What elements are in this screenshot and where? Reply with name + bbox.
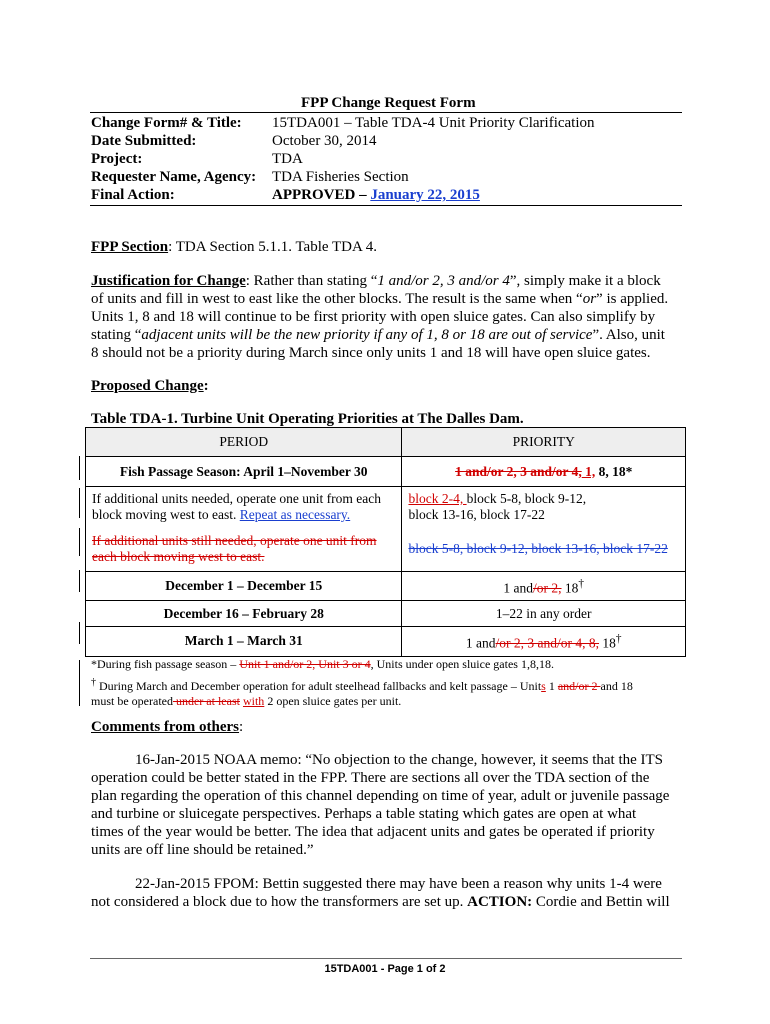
comment-line: operation could be better stated in the FPP. There are sections all over the TDA section of the — [91, 770, 650, 786]
table-row — [86, 601, 686, 627]
page-footer: 15TDA001 - Page 1 of 2 — [324, 963, 446, 975]
priority-cell — [402, 627, 686, 657]
comments-label: Comments from others — [91, 719, 240, 735]
period-cell — [86, 527, 402, 571]
note-text: *During fish passage season – — [91, 657, 240, 671]
note-text: During March and December operation for adult steelhead fallbacks and kelt passage – Unit — [96, 679, 542, 693]
comment-line: and turbine or sluicegate perspectives. Perhaps a table stating which gates are open at what — [91, 806, 637, 822]
justification-text: stating “ — [91, 327, 142, 343]
change-bar — [79, 570, 80, 592]
inserted-text: s — [541, 679, 546, 693]
value-final-action — [272, 186, 480, 204]
note-text: 2 open sluice gates per unit. — [264, 694, 402, 708]
note-text: , Units under open sluice gates 1,8,18. — [370, 657, 554, 671]
comment-line: Cordie and Bettin will — [532, 894, 670, 910]
comments-colon: : — [239, 719, 244, 735]
period-cell: March 1 – March 31 — [86, 627, 402, 657]
period-cell: December 16 – February 28 — [86, 601, 402, 627]
comment-line: times of the year would be better. The idea that adjacent units and gates be operated if priority — [91, 824, 655, 840]
justification-text: of units and fill in west to east like the other blocks. The result is the same when “ — [91, 291, 583, 307]
dagger-mark: † — [91, 677, 96, 688]
priority-text: 1 and — [465, 635, 496, 651]
deleted-text: /or 2, — [533, 580, 562, 595]
form-title: FPP Change Request Form — [301, 95, 476, 111]
deleted-text: 1 and/or 2, 3 and/or 4, — [455, 463, 582, 479]
priority-cell — [402, 457, 686, 487]
inserted-text: Repeat as necessary. — [239, 507, 351, 522]
justification-label: Justification for Change — [91, 273, 246, 289]
comment-line: 16-Jan-2015 NOAA memo: “No objection to the change, however, it seems that the ITS — [135, 752, 664, 768]
deleted-text: Unit 1 and/or 2, Unit 3 or 4 — [239, 657, 371, 671]
comment-line: not considered a block due to how the transformers are set up. — [91, 894, 468, 910]
comment-line: units are off line should be retained.” — [91, 842, 314, 858]
change-bar — [79, 528, 80, 556]
label-date-submitted: Date Submitted: — [91, 133, 197, 149]
proposed-change-colon: : — [203, 378, 209, 394]
header-top-rule — [90, 112, 682, 113]
label-requester: Requester Name, Agency: — [91, 169, 257, 185]
period-cell — [86, 487, 402, 528]
priority-text: 1 and — [503, 580, 534, 595]
header-bottom-rule — [90, 205, 682, 206]
priority-text: 18 — [599, 635, 616, 651]
priorities-table — [85, 427, 686, 657]
deleted-text: If additional units still needed, operate one unit from each block moving west to east. — [92, 532, 377, 564]
justification-text: 8 should not be a priority during March since only units 1 and 18 will have open sluice gates. — [91, 345, 651, 361]
justification-text: Units 1, 8 and 18 will continue to be first priority with open sluice gates. Can also simplify by — [91, 309, 656, 325]
justification-text: ” is applied. — [596, 291, 669, 307]
note-text: 1 — [545, 679, 558, 693]
justification-text: ”, simply make it a block — [509, 273, 661, 289]
comments-heading — [91, 718, 243, 736]
label-project: Project: — [91, 151, 143, 167]
comment-noaa — [91, 751, 691, 859]
priority-text: 18 — [561, 580, 579, 595]
priority-text: 8, 18* — [595, 463, 633, 479]
inserted-text: 1, — [581, 463, 596, 479]
priority-cell — [402, 527, 686, 571]
table-caption: Table TDA-1. Turbine Unit Operating Priorities at The Dalles Dam. — [91, 411, 524, 427]
justification-quote: or — [582, 291, 597, 307]
table-row — [86, 487, 686, 528]
note-text: and 18 — [600, 679, 633, 693]
value-date-submitted: October 30, 2014 — [272, 133, 377, 149]
value-change-form: 15TDA001 – Table TDA-4 Unit Priority Clarification — [272, 115, 595, 131]
change-bar — [79, 456, 80, 480]
change-bar — [79, 622, 80, 644]
table-notes — [91, 657, 691, 709]
justification-paragraph — [91, 272, 691, 362]
inserted-text: with — [242, 694, 265, 708]
priority-text: block 5-8, block 9-12, — [466, 491, 587, 506]
justification-quote: adjacent units will be the new priority if any of 1, 8 or 18 are out of service — [141, 327, 593, 343]
justification-quote: 1 and/or 2, 3 and/or 4 — [377, 273, 510, 289]
dagger-mark: † — [615, 633, 622, 645]
column-header-period: PERIOD — [86, 428, 402, 457]
table-header-row — [86, 428, 686, 457]
change-bar — [79, 660, 80, 706]
table-row — [86, 627, 686, 657]
value-project: TDA — [272, 151, 303, 167]
approved-text: APPROVED – — [272, 187, 371, 203]
deleted-text: and/or 2 — [557, 679, 601, 693]
justification-text: ”. Also, unit — [592, 327, 665, 343]
deleted-text: block 5-8, block 9-12, block 13-16, block 17-22 — [408, 540, 668, 556]
deleted-text: /or 2, 3 and/or 4, 8, — [495, 635, 600, 651]
approved-date: January 22, 2015 — [370, 187, 480, 203]
fpp-section-value: : TDA Section 5.1.1. Table TDA 4. — [168, 239, 378, 255]
period-cell: Fish Passage Season: April 1–November 30 — [86, 457, 402, 487]
table-row — [86, 527, 686, 571]
footer-rule — [90, 958, 682, 959]
priority-cell — [402, 571, 686, 601]
proposed-change-label: Proposed Change — [91, 378, 204, 394]
inserted-text: block 2-4, — [408, 491, 467, 506]
note-text: must be operated — [91, 694, 173, 708]
table-row — [86, 571, 686, 601]
priority-text: block 13-16, block 17-22 — [408, 507, 545, 522]
priority-cell: 1–22 in any order — [402, 601, 686, 627]
comment-line: plan regarding the operation of this channel depending on time of year, adult or juvenile passage — [91, 788, 670, 804]
priority-cell — [402, 487, 686, 528]
table-row — [86, 457, 686, 487]
label-change-form: Change Form# & Title: — [91, 115, 242, 131]
value-requester: TDA Fisheries Section — [272, 169, 409, 185]
column-header-priority: PRIORITY — [402, 428, 686, 457]
fpp-section-label: FPP Section — [91, 239, 169, 255]
change-bar — [79, 488, 80, 518]
period-cell: December 1 – December 15 — [86, 571, 402, 601]
justification-text: : Rather than stating “ — [245, 273, 378, 289]
comment-fpom — [91, 875, 691, 911]
proposed-change-heading — [91, 377, 209, 395]
label-final-action: Final Action: — [91, 187, 175, 203]
deleted-text: under at least — [172, 694, 240, 708]
period-text: If additional units needed, operate one unit from each block moving west to east. — [92, 491, 382, 522]
fpp-section-line — [91, 238, 377, 256]
dagger-mark: † — [578, 577, 585, 590]
action-label: ACTION: — [467, 894, 533, 910]
comment-line: 22-Jan-2015 FPOM: Bettin suggested there may have been a reason why units 1-4 were — [135, 876, 662, 892]
